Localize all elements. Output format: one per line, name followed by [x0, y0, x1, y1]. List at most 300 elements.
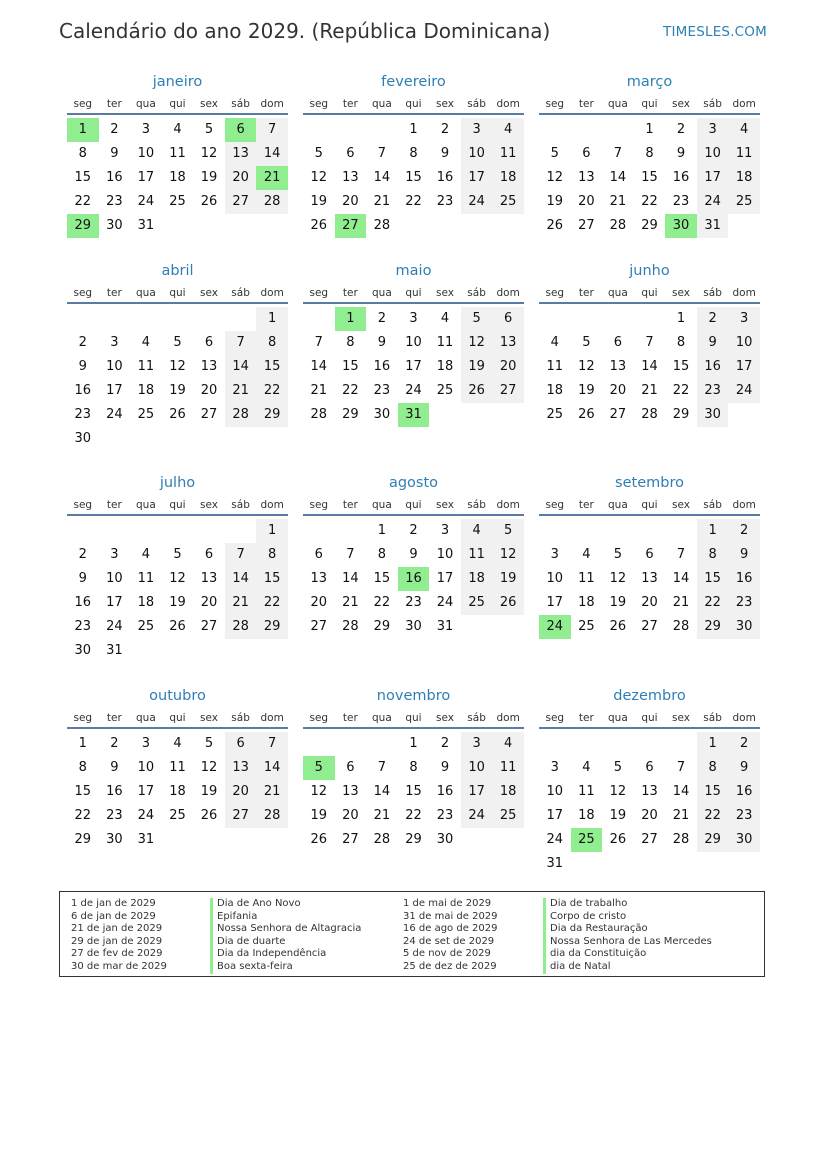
day-cell: 12: [609, 571, 627, 586]
weekday-label: ter: [106, 712, 122, 724]
day-cell: 19: [609, 595, 627, 610]
day-cell: 11: [578, 784, 595, 799]
day-cell: 13: [641, 784, 658, 799]
day-cell: 1: [78, 736, 87, 751]
holiday-day-cell: 21: [256, 166, 288, 190]
weekday-label: qui: [405, 98, 422, 110]
weekday-label: sex: [200, 712, 219, 724]
day-cell: 9: [110, 146, 119, 161]
weekday-header: [539, 284, 760, 304]
day-cell: 4: [492, 118, 524, 142]
day-cell: 18: [546, 383, 564, 398]
day-cell: 15: [405, 784, 422, 799]
day-cell: 9: [697, 331, 729, 355]
legend-right-names: [543, 898, 712, 974]
site-link[interactable]: TIMESLES.COM: [663, 24, 767, 40]
day-cell: 28: [256, 190, 288, 214]
day-cell: 1: [256, 307, 288, 331]
weekday-label: qua: [608, 287, 628, 299]
day-cell: 4: [582, 547, 591, 562]
holiday-day-cell: 6: [225, 118, 257, 142]
day-grid: [539, 115, 760, 265]
day-cell: 25: [461, 591, 493, 615]
day-cell: 23: [436, 808, 454, 823]
day-cell: 20: [342, 808, 359, 823]
day-cell: 22: [641, 194, 658, 209]
day-cell: 13: [578, 170, 595, 185]
day-cell: 21: [609, 194, 627, 209]
day-cell: 2: [110, 736, 119, 751]
day-cell: 17: [405, 359, 422, 374]
day-grid: [67, 516, 288, 666]
day-cell: 6: [613, 335, 623, 350]
legend-left-dates: [71, 898, 167, 974]
weekday-label: seg: [309, 287, 329, 299]
weekday-label: sex: [436, 98, 455, 110]
legend-entry: 24 de set de 2029: [403, 935, 495, 947]
day-cell: 17: [461, 780, 493, 804]
day-cell: 31: [436, 619, 454, 634]
day-cell: 20: [492, 355, 524, 379]
weekday-label: sex: [672, 98, 691, 110]
day-cell: 23: [697, 379, 729, 403]
page-title: Calendário do ano 2029. (República Dominicana): [59, 19, 551, 43]
month-março: [539, 71, 760, 265]
day-cell: 18: [728, 166, 760, 190]
legend-entry: Dia da Independência: [210, 948, 361, 961]
day-cell: 5: [613, 547, 623, 562]
month-novembro: [303, 685, 524, 879]
day-cell: 14: [609, 170, 627, 185]
weekday-label: ter: [342, 98, 358, 110]
day-cell: 30: [405, 619, 422, 634]
day-cell: 28: [342, 619, 359, 634]
day-cell: 28: [672, 619, 690, 634]
day-cell: 29: [672, 407, 690, 422]
day-cell: 3: [728, 307, 760, 331]
day-cell: 22: [256, 591, 288, 615]
weekday-label: ter: [578, 287, 594, 299]
day-cell: 28: [672, 832, 690, 847]
month-setembro: [539, 472, 760, 666]
month-title: novembro: [376, 688, 451, 704]
day-cell: 24: [137, 808, 155, 823]
day-cell: 23: [74, 619, 92, 634]
holiday-day-cell: 27: [335, 214, 367, 238]
day-cell: 10: [697, 142, 729, 166]
day-cell: 10: [461, 142, 493, 166]
month-title: setembro: [615, 475, 684, 491]
day-cell: 20: [200, 595, 218, 610]
day-cell: 21: [342, 595, 359, 610]
day-cell: 27: [200, 619, 218, 634]
day-cell: 19: [461, 355, 493, 379]
day-cell: 25: [578, 619, 595, 634]
day-cell: 3: [550, 760, 559, 775]
day-cell: 3: [550, 547, 559, 562]
day-cell: 22: [405, 194, 422, 209]
day-grid: [539, 304, 760, 454]
day-cell: 10: [405, 335, 422, 350]
day-grid: [303, 304, 524, 454]
weekday-label: qui: [641, 712, 658, 724]
day-cell: 4: [582, 760, 591, 775]
day-cell: 18: [137, 595, 155, 610]
day-cell: 9: [377, 335, 387, 350]
holiday-day-cell: 1: [67, 118, 99, 142]
weekday-label: dom: [260, 98, 284, 110]
day-cell: 20: [225, 780, 257, 804]
holiday-day-cell: 25: [571, 828, 603, 852]
day-cell: 30: [74, 431, 92, 446]
day-cell: 12: [200, 146, 218, 161]
day-cell: 28: [609, 218, 627, 233]
day-cell: 6: [204, 335, 214, 350]
day-cell: 7: [377, 760, 387, 775]
day-cell: 3: [461, 732, 493, 756]
day-cell: 9: [676, 146, 686, 161]
day-cell: 19: [310, 194, 328, 209]
weekday-label: qua: [136, 98, 156, 110]
weekday-header: [67, 496, 288, 516]
day-cell: 26: [200, 808, 218, 823]
day-cell: 19: [169, 595, 186, 610]
day-cell: 19: [200, 784, 218, 799]
day-cell: 20: [200, 383, 218, 398]
day-cell: 9: [728, 756, 760, 780]
day-cell: 22: [342, 383, 359, 398]
day-cell: 26: [461, 379, 493, 403]
weekday-label: qui: [405, 287, 422, 299]
day-cell: 1: [697, 732, 729, 756]
day-cell: 5: [204, 736, 214, 751]
weekday-label: sáb: [231, 287, 250, 299]
day-cell: 23: [728, 591, 760, 615]
day-cell: 18: [169, 170, 186, 185]
weekday-label: seg: [73, 287, 93, 299]
day-cell: 24: [106, 619, 123, 634]
day-cell: 8: [377, 547, 387, 562]
month-title: julho: [159, 475, 196, 491]
day-cell: 7: [314, 335, 323, 350]
weekday-header: [303, 95, 524, 115]
day-cell: 27: [609, 407, 627, 422]
day-cell: 17: [461, 166, 493, 190]
day-cell: 1: [409, 122, 418, 137]
legend-entry: 25 de dez de 2029: [403, 960, 497, 972]
day-cell: 3: [697, 118, 729, 142]
day-cell: 1: [409, 736, 418, 751]
day-cell: 23: [728, 804, 760, 828]
month-outubro: [67, 685, 288, 879]
day-grid: [67, 304, 288, 454]
weekday-header: [303, 284, 524, 304]
day-cell: 29: [256, 615, 288, 639]
holiday-day-cell: 30: [665, 214, 697, 238]
day-cell: 5: [204, 122, 214, 137]
weekday-label: ter: [578, 98, 594, 110]
month-abril: [67, 260, 288, 454]
day-cell: 17: [106, 383, 123, 398]
day-cell: 6: [346, 760, 355, 775]
day-cell: 26: [492, 591, 524, 615]
day-cell: 2: [377, 311, 387, 326]
day-cell: 21: [641, 383, 658, 398]
weekday-label: ter: [106, 287, 122, 299]
day-cell: 13: [641, 571, 658, 586]
day-cell: 16: [106, 170, 123, 185]
day-cell: 10: [546, 571, 564, 586]
day-cell: 5: [492, 519, 524, 543]
day-cell: 28: [373, 832, 391, 847]
day-cell: 15: [256, 355, 288, 379]
day-grid: [67, 115, 288, 265]
weekday-label: seg: [73, 98, 93, 110]
day-cell: 15: [697, 567, 729, 591]
weekday-label: qua: [136, 712, 156, 724]
day-cell: 18: [492, 780, 524, 804]
day-cell: 6: [346, 146, 355, 161]
day-cell: 3: [440, 523, 450, 538]
weekday-label: sáb: [703, 499, 722, 511]
day-cell: 30: [728, 828, 760, 852]
day-cell: 30: [106, 832, 123, 847]
day-cell: 11: [169, 146, 186, 161]
day-cell: 4: [173, 122, 182, 137]
day-cell: 13: [200, 571, 218, 586]
day-cell: 13: [200, 359, 218, 374]
day-cell: 14: [672, 571, 690, 586]
day-cell: 22: [373, 595, 391, 610]
month-agosto: [303, 472, 524, 666]
weekday-label: qui: [641, 287, 658, 299]
day-cell: 19: [609, 808, 627, 823]
day-cell: 28: [256, 804, 288, 828]
day-cell: 29: [405, 832, 422, 847]
day-cell: 5: [613, 760, 623, 775]
day-cell: 6: [492, 307, 524, 331]
day-cell: 14: [342, 571, 359, 586]
weekday-label: sex: [436, 287, 455, 299]
day-grid: [539, 729, 760, 879]
day-cell: 30: [697, 403, 729, 427]
day-cell: 28: [225, 615, 257, 639]
weekday-label: dom: [732, 287, 756, 299]
day-cell: 24: [697, 190, 729, 214]
day-cell: 26: [546, 218, 564, 233]
day-cell: 24: [461, 804, 493, 828]
holiday-day-cell: 24: [539, 615, 571, 639]
day-cell: 11: [578, 571, 595, 586]
legend-entry: Nossa Senhora de Las Mercedes: [543, 936, 712, 949]
legend-right-dates: [403, 898, 498, 974]
day-cell: 6: [582, 146, 591, 161]
day-cell: 1: [256, 519, 288, 543]
day-cell: 12: [310, 784, 328, 799]
weekday-label: ter: [342, 287, 358, 299]
day-cell: 17: [106, 595, 123, 610]
day-cell: 3: [461, 118, 493, 142]
day-cell: 24: [137, 194, 155, 209]
day-cell: 23: [373, 383, 391, 398]
day-cell: 22: [697, 591, 729, 615]
day-cell: 15: [672, 359, 690, 374]
day-cell: 26: [609, 832, 627, 847]
day-cell: 2: [728, 519, 760, 543]
weekday-label: qui: [641, 499, 658, 511]
day-cell: 23: [106, 194, 123, 209]
day-cell: 16: [106, 784, 123, 799]
day-cell: 13: [225, 756, 257, 780]
day-grid: [303, 516, 524, 666]
legend-entry: 5 de nov de 2029: [403, 948, 491, 960]
day-cell: 21: [373, 808, 391, 823]
day-cell: 11: [169, 760, 186, 775]
weekday-label: sex: [672, 287, 691, 299]
day-cell: 21: [672, 808, 690, 823]
day-cell: 9: [728, 543, 760, 567]
day-cell: 11: [546, 359, 564, 374]
weekday-label: qui: [641, 98, 658, 110]
weekday-label: ter: [342, 499, 358, 511]
day-cell: 29: [342, 407, 359, 422]
day-cell: 22: [672, 383, 690, 398]
day-cell: 11: [137, 359, 155, 374]
day-cell: 14: [373, 784, 391, 799]
month-title: janeiro: [152, 74, 203, 90]
day-cell: 18: [169, 784, 186, 799]
day-grid: [303, 115, 524, 265]
legend-entry: Dia da Restauração: [543, 923, 712, 936]
weekday-label: sex: [436, 499, 455, 511]
day-cell: 13: [342, 170, 359, 185]
day-cell: 16: [373, 359, 391, 374]
day-cell: 4: [550, 335, 559, 350]
weekday-label: ter: [578, 499, 594, 511]
weekday-label: dom: [732, 499, 756, 511]
day-cell: 17: [546, 595, 564, 610]
legend-entry: Dia de trabalho: [543, 898, 712, 911]
day-cell: 6: [204, 547, 214, 562]
day-cell: 25: [436, 383, 454, 398]
day-cell: 17: [137, 784, 155, 799]
day-cell: 7: [645, 335, 654, 350]
month-julho: [67, 472, 288, 666]
day-cell: 23: [74, 407, 92, 422]
day-cell: 6: [645, 547, 654, 562]
day-cell: 22: [697, 804, 729, 828]
weekday-label: sáb: [467, 287, 486, 299]
legend-entry: 30 de mar de 2029: [71, 960, 167, 972]
weekday-label: dom: [732, 712, 756, 724]
day-cell: 3: [110, 335, 119, 350]
legend-entry: Dia de duarte: [210, 936, 361, 949]
day-cell: 4: [461, 519, 493, 543]
day-cell: 6: [645, 760, 654, 775]
day-cell: 5: [314, 146, 323, 161]
month-junho: [539, 260, 760, 454]
day-cell: 11: [492, 756, 524, 780]
day-cell: 26: [310, 832, 328, 847]
day-cell: 24: [106, 407, 123, 422]
day-cell: 14: [310, 359, 328, 374]
day-cell: 28: [225, 403, 257, 427]
weekday-label: sex: [672, 712, 691, 724]
day-cell: 13: [492, 331, 524, 355]
day-cell: 30: [728, 615, 760, 639]
weekday-label: seg: [73, 499, 93, 511]
day-cell: 23: [106, 808, 123, 823]
day-cell: 4: [728, 118, 760, 142]
day-cell: 29: [697, 828, 729, 852]
day-cell: 2: [697, 307, 729, 331]
day-cell: 7: [225, 331, 257, 355]
day-cell: 4: [492, 732, 524, 756]
day-cell: 19: [200, 170, 218, 185]
day-cell: 3: [110, 547, 119, 562]
day-cell: 25: [492, 190, 524, 214]
month-dezembro: [539, 685, 760, 879]
day-cell: 9: [440, 760, 450, 775]
day-cell: 31: [106, 643, 123, 658]
day-cell: 21: [310, 383, 328, 398]
day-cell: 15: [342, 359, 359, 374]
day-cell: 14: [373, 170, 391, 185]
weekday-label: sex: [436, 712, 455, 724]
day-cell: 24: [461, 190, 493, 214]
weekday-header: [67, 284, 288, 304]
day-cell: 25: [546, 407, 564, 422]
weekday-label: qui: [169, 98, 186, 110]
day-cell: 10: [436, 547, 454, 562]
day-cell: 30: [436, 832, 454, 847]
day-cell: 29: [74, 832, 92, 847]
weekday-label: seg: [545, 98, 565, 110]
day-cell: 1: [645, 122, 654, 137]
weekday-header: [303, 496, 524, 516]
day-cell: 19: [169, 383, 186, 398]
day-cell: 25: [137, 619, 155, 634]
day-cell: 15: [74, 170, 92, 185]
day-cell: 14: [256, 142, 288, 166]
day-cell: 1: [676, 311, 686, 326]
weekday-header: [539, 95, 760, 115]
day-cell: 17: [436, 571, 454, 586]
day-cell: 5: [173, 547, 182, 562]
day-cell: 24: [436, 595, 454, 610]
day-cell: 11: [492, 142, 524, 166]
day-cell: 16: [74, 595, 92, 610]
day-cell: 25: [137, 407, 155, 422]
weekday-label: seg: [309, 712, 329, 724]
day-cell: 7: [676, 547, 686, 562]
day-cell: 15: [697, 780, 729, 804]
day-cell: 24: [546, 832, 564, 847]
day-cell: 25: [169, 194, 186, 209]
month-title: abril: [161, 263, 194, 279]
day-cell: 19: [492, 567, 524, 591]
day-cell: 25: [492, 804, 524, 828]
day-cell: 12: [310, 170, 328, 185]
day-cell: 2: [440, 736, 450, 751]
day-cell: 9: [409, 547, 418, 562]
day-cell: 24: [405, 383, 422, 398]
day-cell: 17: [697, 166, 729, 190]
day-cell: 2: [78, 335, 87, 350]
legend-entry: 21 de jan de 2029: [71, 923, 163, 935]
day-cell: 27: [578, 218, 595, 233]
day-cell: 21: [256, 780, 288, 804]
